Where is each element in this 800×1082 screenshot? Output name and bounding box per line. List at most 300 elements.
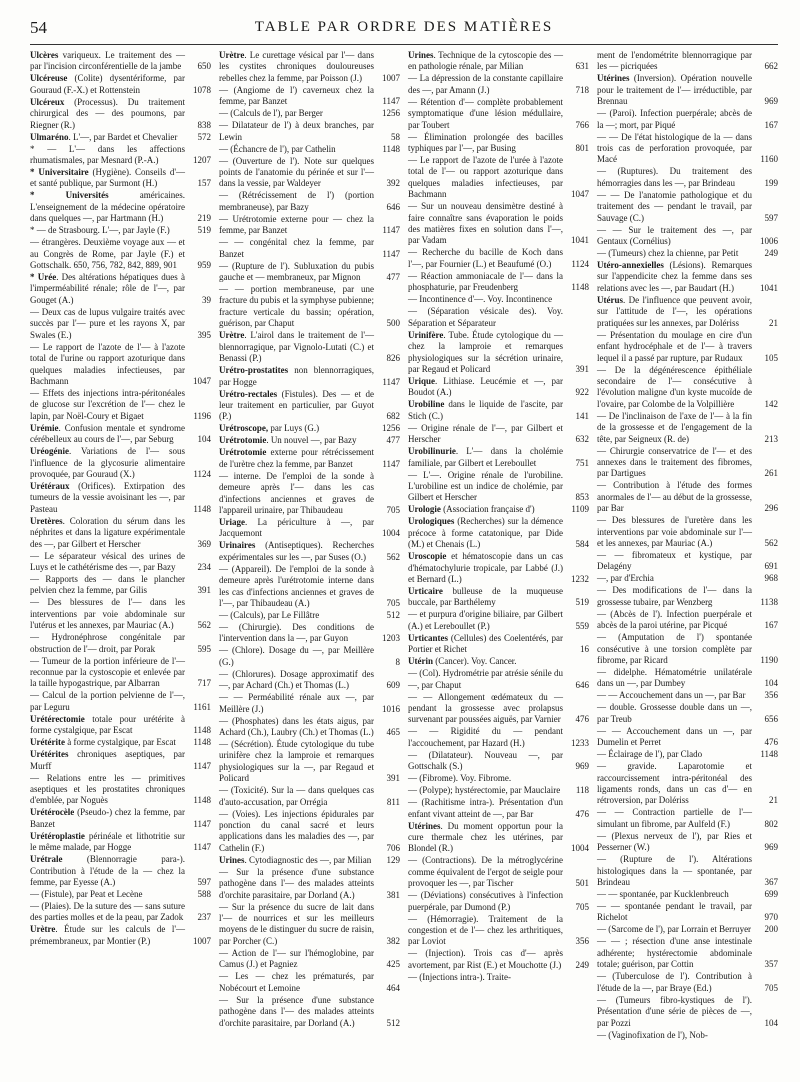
index-entry [30, 446, 211, 480]
index-entry [30, 50, 211, 73]
index-entry-text: — — spontanée pendant le travail, par Richelot [597, 901, 752, 923]
index-entry [597, 690, 778, 701]
index-entry-page-ref: 969 [764, 96, 778, 107]
index-entry-text: — (Rétrécissement de l') (portion membraneuse), par Bazy [219, 190, 374, 212]
index-entry-text: — — Rigidité du — pendant l'accouchement, par Hazard (H.) [408, 726, 563, 748]
index-entry-text: — (Paroi). Infection puerpérale; abcès de la —; mort, par Piqué [597, 108, 752, 130]
index-entry-text: Utérines (Inversion). Opération nouvelle pour le traitement de l'— irréductible, par Brennau [597, 73, 752, 107]
index-entry-text: Ulmaréno. L'—, par Bardet et Chevalier [30, 131, 178, 142]
index-entry [408, 201, 589, 247]
index-entry-page-ref: 261 [764, 468, 778, 479]
index-entry-page-ref: 367 [764, 877, 778, 888]
index-entry-page-ref: 392 [386, 178, 400, 189]
index-entry-text: Uréogénie. Variations de l'— sous l'influence de la glycosurie alimentaire provoquée, par Gouraud (X.) [30, 446, 185, 479]
index-entry [408, 50, 589, 73]
index-entry [30, 342, 211, 388]
index-entry-text: — (Fistule), par Peat et Lecène [30, 889, 143, 900]
index-entry [597, 190, 778, 224]
index-entry-page-ref: 646 [575, 679, 589, 690]
index-entry-text: ment de l'endométrite blennorragique par les — picriquées [597, 50, 752, 72]
index-entry-text: — (Angiome de l') caverneux chez la femme, par Banzet [219, 84, 374, 107]
index-entry-text: — — congénital chez la femme, par Banzet [219, 237, 374, 259]
index-entry-text: — (Sécrétion). Étude cytologique du tube urinifère chez la lamproie et remarques physiologiques sur la —, par Regaud et Policard [219, 739, 374, 784]
index-entry [30, 749, 211, 772]
index-entry-page-ref: 650 [197, 61, 211, 72]
index-entry [219, 564, 400, 610]
index-entry-text: — — Allongement œdémateux du — pendant la grossesse avec prolapsus survenant par poussées aiguës, par Varnier [408, 691, 563, 725]
index-entry [30, 307, 211, 341]
index-entry-text: — (Sarcome de l'), par Lorrain et Berruyer [597, 924, 752, 935]
index-entry-text: — Sur la présence d'une substance pathogène dans l'— des malades atteints d'orchite parasitaire, par Dorland (A.) [219, 994, 374, 1028]
index-entry [30, 237, 211, 271]
index-entry-text: — Chirurgie conservatrice de l'— et des annexes dans le traitement des fibromes, par Dartigues [597, 445, 752, 479]
index-entry-text: — (Ruptures). Du traitement des hémorragies dans les —, par Brindeau [597, 166, 752, 188]
index-entry-page-ref: 646 [386, 201, 400, 212]
index-entry [408, 294, 589, 305]
index-entry-text: — gravide. Laparotomie et raccourcissement intra-péritonéal des ligaments ronds, dans un cas d'— en rétroversion, par Dolériss [597, 761, 752, 806]
index-entry-text: Urétroscope, par Luys (G.) [219, 423, 320, 434]
index-entry-page-ref: 1147 [382, 225, 400, 236]
index-entry [219, 669, 400, 692]
index-entry-page-ref: 597 [764, 212, 778, 223]
index-entry [408, 73, 589, 96]
index-entry-page-ref: 1148 [193, 795, 211, 806]
index-column-1 [30, 50, 211, 1070]
index-entry [219, 284, 400, 330]
index-entry-page-ref: 562 [764, 537, 778, 548]
index-entry-text: Urticaire bulleuse de la muqueuse buccale, par Barthélemy [408, 585, 563, 608]
index-entry-page-ref: 1109 [571, 504, 589, 515]
index-entry [408, 399, 589, 422]
index-entry-text: — Sur la présence d'une substance pathogène dans l'— des malades atteints d'orchite parasitaire, par Dorland (A.) [219, 866, 374, 900]
index-entry [408, 551, 589, 585]
index-entry [408, 155, 589, 201]
index-entry [597, 260, 778, 294]
index-entry [408, 750, 589, 773]
index-entry [408, 855, 589, 889]
index-entry-text: — (Chirurgie). Des conditions de l'intervention dans la —, par Guyon [219, 621, 374, 644]
index-entry [219, 855, 400, 866]
index-entry-page-ref: 1041 [571, 235, 589, 246]
index-entry-text: Urétrotomie. Un nouvel —, par Bazy [219, 435, 357, 446]
index-entry [597, 924, 778, 935]
index-entry-page-ref: 118 [575, 785, 589, 796]
index-entry [408, 914, 589, 948]
index-entry-page-ref: 249 [575, 959, 589, 970]
index-entry-text: Urinifère. Tube. Étude cytologique du — chez la lamproie et remarques physiologiques sur la sécrétion urinaire, par Regaud et Policard [408, 329, 563, 374]
index-entry-page-ref: 1047 [193, 375, 211, 386]
index-entry [597, 807, 778, 830]
index-entry-page-ref: 1006 [760, 236, 778, 247]
index-entry [597, 225, 778, 248]
index-entry-page-ref: 853 [575, 492, 589, 503]
index-entry [219, 610, 400, 621]
index-entry-text: — Des blessures de l'uretère dans les interventions par voie abdominale sur l'— et les annexes, par Mauriac (A.) [597, 515, 752, 548]
index-entry [219, 971, 400, 994]
index-entry-page-ref: 1196 [193, 410, 211, 421]
index-entry-text: — double. Grossesse double dans un —, par Treub [597, 702, 752, 724]
index-entry-page-ref: 1041 [760, 282, 778, 293]
index-entry-text: — (Ouverture de l'). Note sur quelques points de l'anatomie du périnée et sur l'— dans la vessie, par Waldeyer [219, 155, 374, 189]
index-entry-text: — (Rupture de l'). Subluxation du pubis gauche et — membraneux, par Mignon [219, 260, 374, 283]
index-entry-page-ref: 682 [386, 411, 400, 422]
index-entry-text: — (Plaies). De la suture des — sans suture des parties molles et de la peau, par Zadok [30, 901, 185, 923]
index-entry [30, 551, 211, 574]
index-entry-page-ref: 465 [386, 727, 400, 737]
index-entry-page-ref: 381 [386, 889, 400, 900]
index-entry-page-ref: 519 [575, 597, 589, 608]
index-entry [597, 1030, 778, 1041]
index-entry-text: Urétérocèle (Pseudo-) chez la femme, par Banzet [30, 807, 185, 829]
index-column-3 [408, 50, 589, 1070]
index-entry-text: — (Appareil). De l'emploi de la sonde à demeure après l'urétrotomie interne dans les cas d'infections anciennes et graves de l'—, par Thibaudeau (A.) [219, 563, 374, 608]
index-entry-text: Urobiline dans le liquide de l'ascite, par Stich (C.) [408, 399, 563, 421]
index-entry [30, 516, 211, 550]
index-entry-text: Urètre. Le curettage vésical par l'— dans les cystites chroniques douloureuses rebelles chez la femme, par Poisson (J.) [219, 50, 374, 83]
index-entry [597, 995, 778, 1029]
index-entry-text: * Urée. Des altérations hépatiques dues à l'imperméabilité rénale; rôle de l'—, par Gouget (A.) [30, 272, 185, 305]
index-entry [219, 214, 400, 237]
index-entry-page-ref: 391 [197, 585, 211, 596]
index-entry-text: — (Échancre de l'), par Cathelin [219, 143, 336, 154]
index-entry [30, 481, 211, 515]
index-entry [597, 936, 778, 970]
index-entry [408, 692, 589, 726]
index-entry-text: — Effets des injections intra-péritonéales de glucose sur l'excrétion de l'— chez le lapin, par Noël-Coury et Bigaet [30, 387, 185, 421]
index-entry-text: — Calcul de la portion pelvienne de l'—, par Leguru [30, 690, 185, 712]
index-entry-page-ref: 1207 [193, 155, 211, 166]
index-entry [408, 470, 589, 504]
index-entry [219, 622, 400, 645]
index-entry-text: — Présentation du moulage en cire d'un enfant hydrocéphale et de l'— à travers lequel il a passé par rupture, par Rudaux [597, 329, 752, 363]
index-entry-page-ref: 296 [764, 503, 778, 514]
index-entry [597, 889, 778, 900]
index-entry-page-ref: 802 [764, 818, 778, 829]
index-entry-text: Ulcéreuse (Colite) dysentériforme, par Gouraud (F.-X.) et Rottenstein [30, 73, 185, 95]
index-entry-text: — Les — chez les prématurés, par Nobécourt et Lemoine [219, 971, 374, 993]
index-entry [597, 901, 778, 924]
index-entry-page-ref: 922 [575, 387, 589, 398]
index-entry-text: Urologie (Association française d') [408, 504, 535, 515]
index-entry-text: — (Rachitisme intra-). Présentation d'un enfant vivant atteint de —, par Bar [408, 797, 563, 819]
index-entry-page-ref: 970 [764, 912, 778, 923]
index-entry [408, 446, 589, 469]
index-entry-text: — Rétention d'— complète probablement symptomatique d'une lésion médullaire, par Toubert [408, 96, 563, 130]
index-entry [597, 480, 778, 514]
index-entry-page-ref: 562 [386, 551, 400, 562]
index-entry-page-ref: 167 [764, 620, 778, 631]
index-entry-page-ref: 141 [575, 410, 589, 421]
index-entry [597, 50, 778, 73]
index-entry-page-ref: 968 [764, 573, 778, 584]
index-entry-page-ref: 1148 [193, 725, 211, 736]
page-header [30, 14, 778, 45]
index-entry-page-ref: 699 [764, 889, 778, 900]
index-entry-page-ref: 391 [386, 773, 400, 784]
index-entry [597, 248, 778, 259]
index-entry-text: — — Contraction partielle de l'— simulant un fibrome, par Aulfeld (F.) [597, 807, 752, 829]
index-entry-text: — (Chlore). Dosage du —, par Meillère (G.) [219, 645, 374, 667]
index-entry-text: Urétérite à forme cystalgique, par Escat [30, 737, 176, 748]
index-entry-page-ref: 1007 [382, 72, 400, 83]
index-entry [408, 972, 589, 983]
index-entry-text: Urines. Cytodiagnostic des —, par Milian [219, 854, 372, 865]
index-entry-page-ref: 104 [197, 434, 211, 445]
index-entry-page-ref: 662 [764, 61, 778, 72]
index-entry [219, 85, 400, 108]
index-entry-text: — — Accouchement dans un —, par Dumelin et Perret [597, 725, 752, 748]
index-entry-page-ref: 142 [764, 398, 778, 409]
index-entry-text: — Réaction ammoniacale de l'— dans la phosphaturie, par Freudenberg [408, 270, 563, 293]
index-entry-page-ref: 1190 [760, 655, 778, 665]
index-entry-page-ref: 213 [764, 433, 778, 444]
index-entry [597, 573, 778, 584]
index-entry [597, 108, 778, 131]
index-entry [30, 132, 211, 143]
index-entry-text: Urines. Technique de la cytoscopie des — en pathologie rénale, par Milian [408, 50, 563, 72]
index-entry-page-ref: 356 [764, 690, 778, 701]
index-entry-text: — — De l'état histologique de la — dans trois cas de perforation provoquée, par Macé [597, 131, 752, 165]
index-entry-page-ref: 959 [197, 260, 211, 271]
index-entry-text: Utérin (Cancer). Voy. Cancer. [408, 656, 517, 667]
index-entry-page-ref: 717 [197, 678, 211, 689]
index-entry-page-ref: 105 [764, 352, 778, 363]
index-entry [30, 73, 211, 96]
index-entry-text: — Le rapport de l'azote de l'— à l'azote total de l'urine ou rapport azoturique dans quelques maladies infectieuses, par Bachmann [30, 341, 185, 386]
index-entry-text: — — De l'anatomie pathologique et du traitement des — pendant le travail, par Sauvage (C.) [597, 189, 752, 223]
index-entry-text: — — spontanée, par Kucklenbreuch [597, 889, 729, 900]
index-entry-page-ref: 356 [575, 936, 589, 947]
index-entry-text: — Des modifications de l'— dans la grossesse tubaire, par Wenzberg [597, 585, 752, 607]
index-entry-text: — Sur la présence du sucre de lait dans l'— de nourrices et sur les meilleurs moyens de le distinguer du sucre de raisin, par Porcher (C.) [219, 901, 374, 946]
index-entry [597, 550, 778, 573]
index-entry [30, 831, 211, 854]
index-entry [408, 516, 589, 550]
index-entry [219, 120, 400, 143]
index-entry [597, 295, 778, 329]
index-entry [219, 261, 400, 284]
index-entry [219, 785, 400, 808]
index-entry [30, 773, 211, 807]
index-entry [408, 132, 589, 155]
index-entry [597, 330, 778, 364]
index-entry [30, 690, 211, 713]
index-entry-page-ref: 766 [575, 119, 589, 130]
index-entry [30, 924, 211, 947]
page-title: TABLE PAR ORDRE DES MATIÈRES [254, 19, 554, 35]
index-entry-text: * Universitaire (Hygiène). Conseils d'— et santé publique, par Surmont (H.) [30, 167, 185, 189]
index-entry [597, 971, 778, 994]
index-entry [30, 574, 211, 597]
index-entry-page-ref: 382 [386, 935, 400, 946]
index-entry [408, 423, 589, 446]
index-entry-text: Urétrotomie externe pour rétrécissement de l'urètre chez la femme, par Banzet [219, 447, 374, 469]
index-entry-text: Utérines. Du moment opportun pour la cure thermale chez les utérines, par Blondel (R.) [408, 820, 563, 854]
index-entry [219, 423, 400, 434]
index-entry [408, 797, 589, 820]
index-entry [219, 867, 400, 901]
index-entry [408, 726, 589, 749]
index-entry-page-ref: 656 [764, 713, 778, 724]
index-entry [408, 586, 589, 609]
index-entry-text: — De la dégénérescence épithéliale secondaire de l'— consécutive à l'évolution maligne d'un kyste mucoïde de l'ovaire, par Colombe de la Volpillière [597, 364, 752, 409]
index-entry [597, 515, 778, 549]
index-entry-text: — didelphe. Hématométrie unilatérale dans un —, par Dumbey [597, 667, 752, 689]
index-entry-text: — De l'inclinaison de l'axe de l'— à la fin de la grossesse et de l'engagement de la tête, par Seigneux (R. de) [597, 410, 752, 444]
index-entry [30, 854, 211, 888]
index-entry-page-ref: 519 [197, 225, 211, 236]
index-entry-page-ref: 104 [764, 678, 778, 689]
index-entry-page-ref: 1256 [382, 108, 400, 119]
index-columns [30, 50, 778, 1070]
index-entry-text: * — L'— dans les affections rhumatismales, par Mesnard (P.-A.) [30, 143, 185, 166]
index-entry-page-ref: 477 [386, 272, 400, 283]
index-entry-page-ref: 632 [575, 434, 589, 445]
index-entry-text: — Hydronéphrose congénitale par obstruction de l'— droit, par Porak [30, 632, 185, 654]
index-entry-text: — (Tumeurs) chez la chienne, par Petit [597, 248, 739, 259]
index-entry-page-ref: 1148 [382, 143, 400, 154]
index-entry [30, 632, 211, 655]
index-entry [408, 330, 589, 376]
index-entry-page-ref: 199 [764, 177, 778, 188]
index-entry [408, 271, 589, 294]
index-entry-text: — (Phosphates) dans les états aigus, par Achard (Ch.), Laubry (Ch.) et Thomas (L.) [219, 715, 374, 737]
index-entry-text: — (Calculs), par Le Fillâtre [219, 609, 320, 620]
index-entry [30, 97, 211, 131]
index-entry-text: — Origine rénale de l'—, par Gilbert et Herscher [408, 422, 563, 445]
index-entry [30, 889, 211, 900]
index-entry [30, 167, 211, 190]
index-entry-page-ref: 391 [575, 363, 589, 374]
index-entry-page-ref: 691 [764, 561, 778, 572]
index-entry-text: — Action de l'— sur l'hémoglobine, par Camus (J.) et Pagniez [219, 947, 374, 970]
index-entry-text: — (Chlorures). Dosage approximatif des —, par Achard (Ch.) et Thomas (L.) [219, 668, 374, 691]
index-entry-page-ref: 609 [386, 680, 400, 691]
index-entry-page-ref: 249 [764, 248, 778, 259]
index-entry-text: — Contribution à l'étude des formes anormales de l'— au début de la grossesse, par Bar [597, 480, 752, 514]
index-entry-page-ref: 8 [395, 656, 400, 667]
index-entry-page-ref: 369 [197, 538, 211, 549]
index-column-2 [219, 50, 400, 1070]
index-entry-text: — Relations entre les — primitives aseptiques et les prostatites chroniques d'emblée, par Noguès [30, 772, 185, 806]
index-entry-text: — étrangères. Deuxième voyage aux — et au Congrès de Rome, par Jayle (F.) et Gottschalk. 650, 756, 782, 842, 889, 901 [30, 237, 185, 271]
index-entry-page-ref: 1147 [382, 376, 400, 387]
index-entry-text: Uriage. La périculture à —, par Jacquemont [219, 516, 374, 539]
index-entry-page-ref: 357 [764, 959, 778, 970]
index-entry [30, 737, 211, 748]
index-entry-text: —, par d'Erchia [597, 573, 654, 584]
index-entry-text: — — Sur le traitement des —, par Gentaux (Cornélius) [597, 224, 752, 247]
index-entry [408, 656, 589, 667]
index-entry-page-ref: 1047 [571, 189, 589, 200]
index-entry-text: — et purpura d'origine biliaire, par Gilbert (A.) et Lereboullet (P.) [408, 609, 563, 631]
index-entry-page-ref: 395 [197, 329, 211, 340]
index-entry-text: Urétéraux (Orifices). Extirpation des tumeurs de la vessie avoisinant les —, par Pasteau [30, 480, 185, 514]
index-entry-page-ref: 1138 [760, 596, 778, 607]
index-entry [408, 247, 589, 270]
index-entry [30, 714, 211, 737]
index-entry [30, 144, 211, 167]
index-entry [597, 446, 778, 480]
index-entry-text: Urètre. L'airol dans le traitement de l'— blennorragique, par Vignolo-Lutati (C.) et Benassi (P.) [219, 330, 374, 364]
index-entry [30, 423, 211, 446]
index-entry-text: Urinaires (Antiseptiques). Recherches expérimentales sur les —, par Suses (O.) [219, 540, 374, 562]
index-entry [219, 948, 400, 971]
index-entry-text: Urobilinurie. L'— dans la cholémie familiale, par Gilbert et Lereboullet [408, 446, 563, 468]
index-entry-page-ref: 1148 [760, 749, 778, 760]
index-entry [30, 272, 211, 306]
index-entry [597, 726, 778, 749]
index-entry-page-ref: 1004 [382, 528, 400, 539]
index-entry-page-ref: 512 [386, 1017, 400, 1028]
index-entry-text: — — portion membraneuse, par une fracture du pubis et la symphyse pubienne; fracture verticale du bassin; opération, guérison, par Chaput [219, 284, 374, 329]
index-entry [408, 633, 589, 656]
index-entry [597, 73, 778, 107]
index-entry [219, 540, 400, 563]
index-entry [408, 609, 589, 632]
index-entry [597, 831, 778, 854]
index-entry-page-ref: 16 [580, 644, 589, 655]
index-entry-page-ref: 1147 [193, 760, 211, 771]
index-entry-page-ref: 1124 [193, 468, 211, 479]
index-entry-text: — Deux cas de lupus vulgaire traités avec succès par l'— pure et les rayons X, par Swales (E.) [30, 306, 185, 340]
index-entry [408, 376, 589, 399]
index-entry-text: — — Accouchement dans un —, par Bar [597, 690, 746, 701]
index-entry [30, 597, 211, 631]
index-entry-text: — (Calculs de l'), par Berger [219, 108, 323, 119]
index-entry-page-ref: 826 [386, 353, 400, 364]
index-entry-page-ref: 237 [197, 912, 211, 923]
index-entry-page-ref: 838 [197, 119, 211, 130]
index-entry-text: — Élimination prolongée des bacilles typhiques par l'—, par Busing [408, 131, 563, 154]
page-number: 54 [30, 18, 47, 37]
index-entry-page-ref: 705 [386, 504, 400, 515]
index-entry-page-ref: 1233 [571, 737, 589, 748]
index-entry [219, 739, 400, 785]
index-entry [219, 190, 400, 213]
index-entry [219, 517, 400, 540]
index-entry-text: — Des blessures de l'— dans les interventions par voie abdominale sur l'utérus et les annexes, par Mauriac (A.) [30, 597, 185, 631]
index-entry-text: — L'—. Origine rénale de l'urobiline. L'urobiline est un indice de cholémie, par Gilbert et Herscher [408, 469, 563, 503]
index-entry [408, 948, 589, 971]
index-entry-page-ref: 584 [575, 539, 589, 550]
index-entry-page-ref: 1148 [193, 737, 211, 748]
index-entry [597, 585, 778, 608]
index-entry-page-ref: 1147 [382, 248, 400, 259]
index-entry [30, 388, 211, 422]
index-entry [219, 156, 400, 190]
index-entry-page-ref: 559 [575, 620, 589, 631]
index-entry-text: — (Hémorragie). Traitement de la congestion et de l'— chez les arthritiques, par Loviot [408, 913, 563, 947]
index-entry [219, 330, 400, 364]
index-entry [30, 807, 211, 830]
index-entry-text: — — fibromateux et kystique, par Delagény [597, 549, 752, 572]
index-entry [408, 890, 589, 913]
index-entry [219, 365, 400, 388]
index-entry [219, 447, 400, 470]
index-entry-page-ref: 705 [575, 901, 589, 912]
index-entry [597, 702, 778, 725]
index-entry-page-ref: 1232 [571, 573, 589, 584]
index-entry-text: — (Contractions). De la métroglycérine comme équivalent de l'ergot de seigle pour provoquer les —, par Tischer [408, 855, 563, 889]
index-entry [597, 132, 778, 166]
index-entry [408, 306, 589, 329]
index-entry-page-ref: 811 [386, 796, 400, 807]
index-entry [597, 761, 778, 807]
index-entry-text: — (Injections intra-). Traite- [408, 971, 511, 982]
index-entry-text: Ulcères variqueux. Le traitement des — par l'incision circonférentielle de la jambe [30, 50, 185, 72]
index-entry-page-ref: 425 [386, 959, 400, 970]
